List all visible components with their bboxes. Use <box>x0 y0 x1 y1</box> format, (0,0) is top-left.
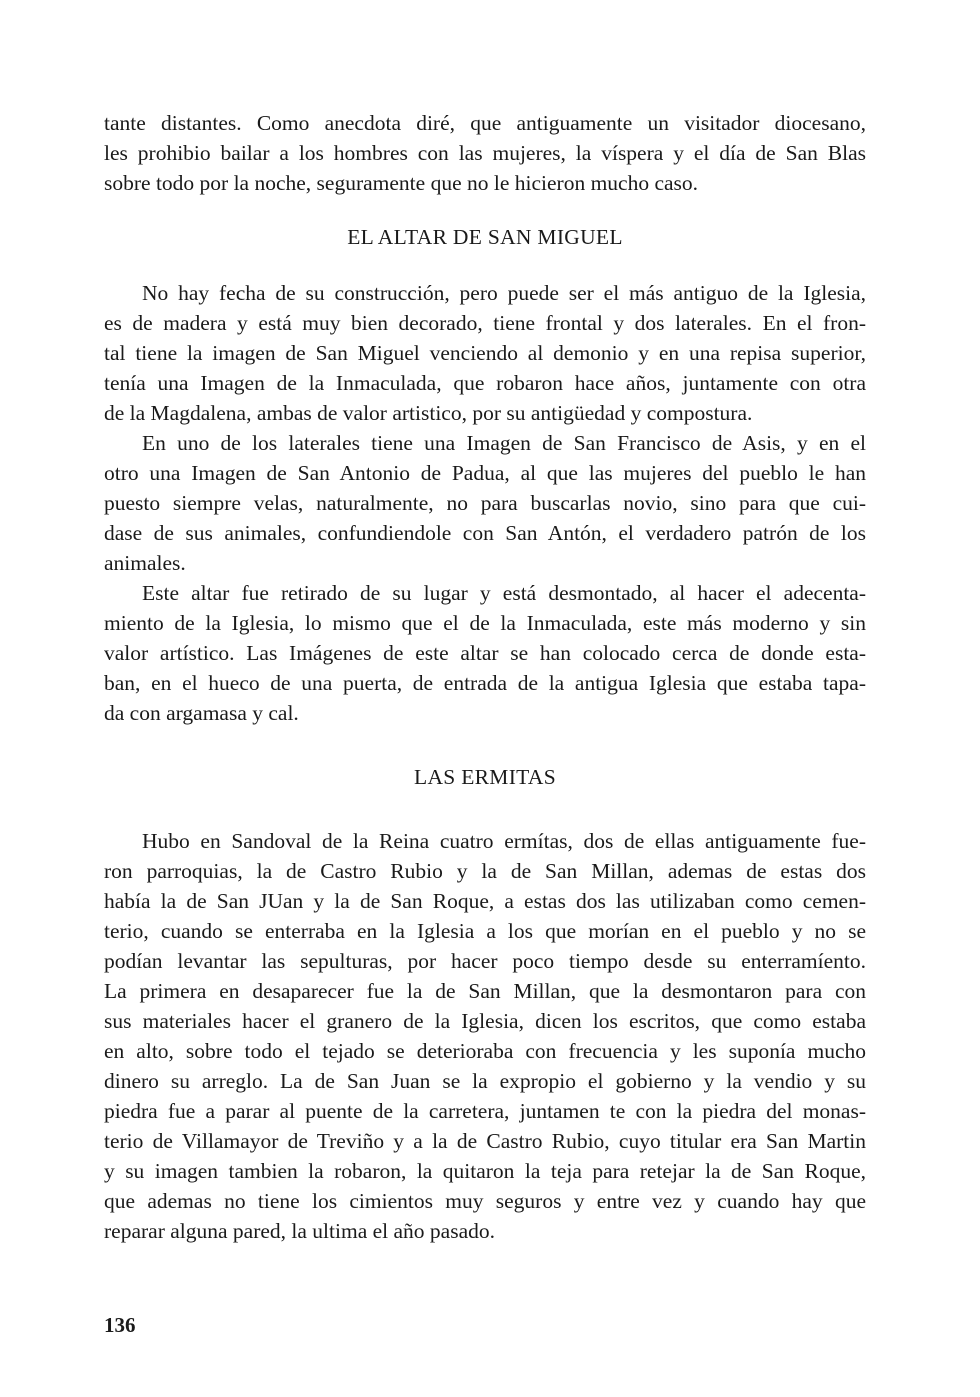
text-line: ban, en el hueco de una puerta, de entrada de la antigua Iglesia que estaba tapa- <box>104 671 866 695</box>
text-line: Hubo en Sandoval de la Reina cuatro ermítas, dos de ellas antiguamente fue- <box>142 829 866 853</box>
text-line: No hay fecha de su construcción, pero puede ser el más antiguo de la Iglesia, <box>142 281 866 305</box>
text-line: terio, cuando se enterraba en la Iglesia a los que morían en el pueblo y no se <box>104 919 866 943</box>
text-line: otro una Imagen de San Antonio de Padua, al que las mujeres del pueblo le han <box>104 461 866 485</box>
text-line: En uno de los laterales tiene una Imagen de San Francisco de Asis, y en el <box>142 431 866 455</box>
text-line: Este altar fue retirado de su lugar y está desmontado, al hacer el adecenta- <box>142 581 866 605</box>
text-line: y su imagen tambien la robaron, la quitaron la teja para retejar la de San Roque, <box>104 1159 866 1183</box>
page-number: 136 <box>104 1313 136 1337</box>
paragraph-intro <box>104 108 866 198</box>
text-line: dase de sus animales, confundiendole con San Antón, el verdadero patrón de los <box>104 521 866 545</box>
text-line: terio de Villamayor de Treviño y a la de Castro Rubio, cuyo titular era San Martin <box>104 1129 866 1153</box>
text-line: tenía una Imagen de la Inmaculada, que robaron hace años, juntamente con otra <box>104 371 866 395</box>
text-line: da con argamasa y cal. <box>104 701 299 725</box>
text-line: valor artístico. Las Imágenes de este altar se han colocado cerca de donde esta- <box>104 641 866 665</box>
text-line: de la Magdalena, ambas de valor artistico, por su antigüedad y compostura. <box>104 401 753 425</box>
text-line: sus materiales hacer el granero de la Iglesia, dicen los escritos, que como estaba <box>104 1009 866 1033</box>
text-line: en alto, sobre todo el tejado se deterioraba con frecuencia y les suponía mucho <box>104 1039 866 1063</box>
text-line: dinero su arreglo. La de San Juan se la expropio el gobierno y la vendio y su <box>104 1069 866 1093</box>
text-line: reparar alguna pared, la ultima el año pasado. <box>104 1219 495 1243</box>
text-line: piedra fue a parar al puente de la carretera, juntamen te con la piedra del monas- <box>104 1099 866 1123</box>
paragraph-altar-2 <box>104 428 866 578</box>
text-line: que ademas no tiene los cimientos muy seguros y entre vez y cuando hay que <box>104 1189 866 1213</box>
text-line: había la de San JUan y la de San Roque, a estas dos las utilizaban como cemen- <box>104 889 866 913</box>
paragraph-ermitas <box>104 826 866 1246</box>
text-line: puesto siempre velas, naturalmente, no para buscarlas novio, sino para que cui- <box>104 491 866 515</box>
text-line: miento de la Iglesia, lo mismo que el de la Inmaculada, este más moderno y sin <box>104 611 866 635</box>
text-line: tante distantes. Como anecdota diré, que antiguamente un visitador diocesano, <box>104 111 866 135</box>
text-line: les prohibio bailar a los hombres con las mujeres, la víspera y el día de San Blas <box>104 141 866 165</box>
text-line: es de madera y está muy bien decorado, tiene frontal y dos laterales. En el fron- <box>104 311 866 335</box>
paragraph-altar-1 <box>104 278 866 428</box>
text-line: La primera en desaparecer fue la de San Millan, que la desmontaron para con <box>104 979 866 1003</box>
text-line: animales. <box>104 551 186 575</box>
page-body <box>104 108 866 1246</box>
section-heading-ermitas: LAS ERMITAS <box>414 765 556 789</box>
text-line: sobre todo por la noche, seguramente que no le hicieron mucho caso. <box>104 171 699 195</box>
paragraph-altar-3 <box>104 578 866 728</box>
text-line: ron parroquias, la de Castro Rubio y la de San Millan, ademas de estas dos <box>104 859 866 883</box>
section-heading-altar: EL ALTAR DE SAN MIGUEL <box>347 225 623 249</box>
text-line: podían levantar las sepulturas, por hacer poco tiempo desde su enterramíento. <box>104 949 866 973</box>
text-line: tal tiene la imagen de San Miguel venciendo al demonio y en una repisa superior, <box>104 341 866 365</box>
